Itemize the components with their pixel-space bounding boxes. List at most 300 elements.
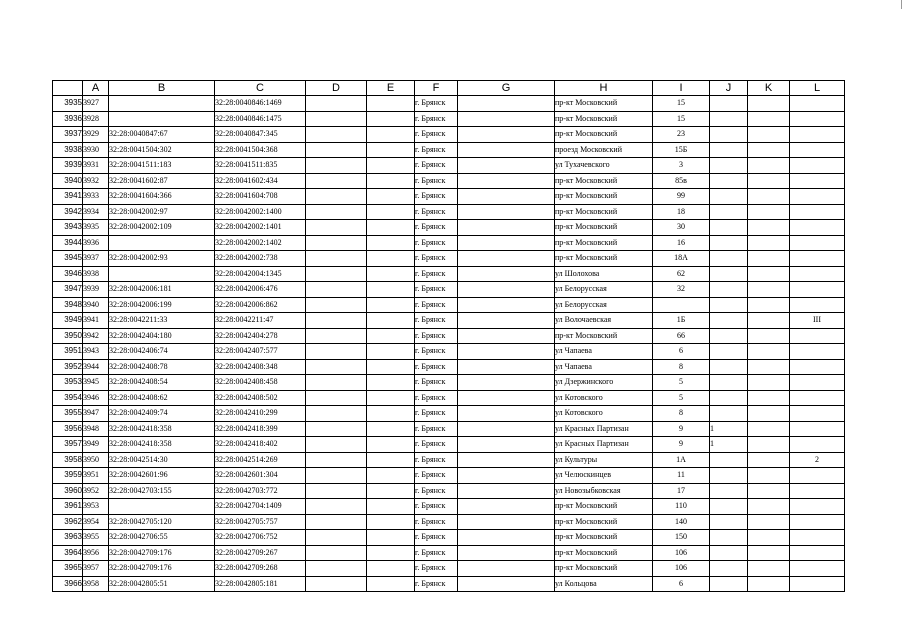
cell-k[interactable] bbox=[748, 468, 790, 484]
cell-k[interactable] bbox=[748, 251, 790, 267]
cell-f[interactable]: г. Брянск bbox=[415, 406, 458, 422]
cell-i[interactable]: 23 bbox=[653, 127, 710, 143]
cell-b[interactable]: 32:28:0042418:358 bbox=[109, 421, 215, 437]
cell-h[interactable]: пр-кт Московский bbox=[555, 220, 653, 236]
cell-c[interactable]: 32:28:0042002:1401 bbox=[215, 220, 306, 236]
row-number[interactable]: 3949 bbox=[53, 313, 83, 329]
cell-i[interactable]: 106 bbox=[653, 545, 710, 561]
cell-k[interactable] bbox=[748, 390, 790, 406]
cell-b[interactable]: 32:28:0042709:176 bbox=[109, 561, 215, 577]
cell-c[interactable]: 32:28:0041602:434 bbox=[215, 173, 306, 189]
cell-l[interactable] bbox=[790, 545, 845, 561]
cell-j[interactable] bbox=[710, 282, 748, 298]
cell-a[interactable]: 3954 bbox=[83, 514, 109, 530]
cell-d[interactable] bbox=[306, 189, 367, 205]
cell-c[interactable]: 32:28:0042703:772 bbox=[215, 483, 306, 499]
cell-j[interactable] bbox=[710, 483, 748, 499]
cell-b[interactable]: 32:28:0042006:199 bbox=[109, 297, 215, 313]
cell-g[interactable] bbox=[458, 313, 555, 329]
cell-e[interactable] bbox=[367, 499, 415, 515]
cell-e[interactable] bbox=[367, 561, 415, 577]
cell-k[interactable] bbox=[748, 514, 790, 530]
cell-j[interactable] bbox=[710, 142, 748, 158]
cell-k[interactable] bbox=[748, 421, 790, 437]
cell-d[interactable] bbox=[306, 468, 367, 484]
cell-a[interactable]: 3950 bbox=[83, 452, 109, 468]
cell-a[interactable]: 3948 bbox=[83, 421, 109, 437]
row-number[interactable]: 3951 bbox=[53, 344, 83, 360]
cell-k[interactable] bbox=[748, 359, 790, 375]
row-number[interactable]: 3953 bbox=[53, 375, 83, 391]
column-header-j[interactable]: J bbox=[710, 81, 748, 96]
cell-k[interactable] bbox=[748, 561, 790, 577]
cell-f[interactable]: г. Брянск bbox=[415, 452, 458, 468]
cell-l[interactable] bbox=[790, 499, 845, 515]
row-number[interactable]: 3958 bbox=[53, 452, 83, 468]
cell-c[interactable]: 32:28:0040846:1469 bbox=[215, 96, 306, 112]
cell-a[interactable]: 3940 bbox=[83, 297, 109, 313]
cell-j[interactable] bbox=[710, 220, 748, 236]
cell-a[interactable]: 3935 bbox=[83, 220, 109, 236]
cell-c[interactable]: 32:28:0042706:752 bbox=[215, 530, 306, 546]
cell-g[interactable] bbox=[458, 111, 555, 127]
cell-f[interactable]: г. Брянск bbox=[415, 96, 458, 112]
cell-j[interactable] bbox=[710, 266, 748, 282]
row-number[interactable]: 3940 bbox=[53, 173, 83, 189]
cell-b[interactable]: 32:28:0041604:366 bbox=[109, 189, 215, 205]
row-number[interactable]: 3943 bbox=[53, 220, 83, 236]
cell-l[interactable] bbox=[790, 127, 845, 143]
cell-d[interactable] bbox=[306, 251, 367, 267]
cell-b[interactable]: 32:28:0041511:183 bbox=[109, 158, 215, 174]
cell-i[interactable] bbox=[653, 297, 710, 313]
cell-g[interactable] bbox=[458, 576, 555, 592]
cell-c[interactable]: 32:28:0040847:345 bbox=[215, 127, 306, 143]
cell-l[interactable] bbox=[790, 173, 845, 189]
cell-g[interactable] bbox=[458, 297, 555, 313]
cell-e[interactable] bbox=[367, 158, 415, 174]
cell-i[interactable]: 1А bbox=[653, 452, 710, 468]
cell-l[interactable] bbox=[790, 189, 845, 205]
cell-k[interactable] bbox=[748, 313, 790, 329]
cell-j[interactable]: 1 bbox=[710, 421, 748, 437]
cell-d[interactable] bbox=[306, 220, 367, 236]
cell-f[interactable]: г. Брянск bbox=[415, 266, 458, 282]
cell-e[interactable] bbox=[367, 359, 415, 375]
cell-h[interactable]: ул Красных Партизан bbox=[555, 421, 653, 437]
cell-l[interactable] bbox=[790, 328, 845, 344]
cell-c[interactable]: 32:28:0040846:1475 bbox=[215, 111, 306, 127]
row-number[interactable]: 3959 bbox=[53, 468, 83, 484]
cell-j[interactable] bbox=[710, 545, 748, 561]
cell-f[interactable]: г. Брянск bbox=[415, 158, 458, 174]
cell-a[interactable]: 3956 bbox=[83, 545, 109, 561]
cell-f[interactable]: г. Брянск bbox=[415, 127, 458, 143]
cell-g[interactable] bbox=[458, 127, 555, 143]
cell-e[interactable] bbox=[367, 514, 415, 530]
cell-f[interactable]: г. Брянск bbox=[415, 468, 458, 484]
cell-l[interactable] bbox=[790, 437, 845, 453]
row-number[interactable]: 3952 bbox=[53, 359, 83, 375]
cell-h[interactable]: ул Котовского bbox=[555, 390, 653, 406]
cell-j[interactable] bbox=[710, 344, 748, 360]
cell-g[interactable] bbox=[458, 189, 555, 205]
cell-i[interactable]: 9 bbox=[653, 421, 710, 437]
cell-f[interactable]: г. Брянск bbox=[415, 359, 458, 375]
cell-j[interactable] bbox=[710, 158, 748, 174]
cell-f[interactable]: г. Брянск bbox=[415, 111, 458, 127]
cell-d[interactable] bbox=[306, 142, 367, 158]
cell-h[interactable]: ул Чапаева bbox=[555, 359, 653, 375]
cell-f[interactable]: г. Брянск bbox=[415, 282, 458, 298]
cell-e[interactable] bbox=[367, 96, 415, 112]
cell-d[interactable] bbox=[306, 390, 367, 406]
row-number[interactable]: 3936 bbox=[53, 111, 83, 127]
cell-f[interactable]: г. Брянск bbox=[415, 561, 458, 577]
cell-e[interactable] bbox=[367, 297, 415, 313]
cell-e[interactable] bbox=[367, 127, 415, 143]
cell-e[interactable] bbox=[367, 142, 415, 158]
cell-i[interactable]: 15 bbox=[653, 111, 710, 127]
cell-e[interactable] bbox=[367, 204, 415, 220]
cell-j[interactable] bbox=[710, 576, 748, 592]
cell-e[interactable] bbox=[367, 173, 415, 189]
cell-h[interactable]: пр-кт Московский bbox=[555, 514, 653, 530]
cell-b[interactable]: 32:28:0042002:109 bbox=[109, 220, 215, 236]
cell-b[interactable]: 32:28:0042706:55 bbox=[109, 530, 215, 546]
cell-k[interactable] bbox=[748, 406, 790, 422]
row-number[interactable]: 3956 bbox=[53, 421, 83, 437]
cell-c[interactable]: 32:28:0042211:47 bbox=[215, 313, 306, 329]
row-number[interactable]: 3954 bbox=[53, 390, 83, 406]
cell-b[interactable]: 32:28:0042002:97 bbox=[109, 204, 215, 220]
cell-c[interactable]: 32:28:0042006:862 bbox=[215, 297, 306, 313]
cell-j[interactable] bbox=[710, 313, 748, 329]
cell-j[interactable] bbox=[710, 204, 748, 220]
cell-c[interactable]: 32:28:0042408:502 bbox=[215, 390, 306, 406]
cell-h[interactable]: ул Шолохова bbox=[555, 266, 653, 282]
cell-g[interactable] bbox=[458, 514, 555, 530]
cell-d[interactable] bbox=[306, 375, 367, 391]
cell-l[interactable] bbox=[790, 390, 845, 406]
cell-g[interactable] bbox=[458, 561, 555, 577]
cell-l[interactable] bbox=[790, 576, 845, 592]
cell-k[interactable] bbox=[748, 189, 790, 205]
cell-d[interactable] bbox=[306, 499, 367, 515]
cell-d[interactable] bbox=[306, 530, 367, 546]
cell-f[interactable]: г. Брянск bbox=[415, 375, 458, 391]
cell-c[interactable]: 32:28:0042601:304 bbox=[215, 468, 306, 484]
cell-j[interactable] bbox=[710, 251, 748, 267]
cell-i[interactable]: 99 bbox=[653, 189, 710, 205]
cell-g[interactable] bbox=[458, 158, 555, 174]
row-number[interactable]: 3950 bbox=[53, 328, 83, 344]
cell-j[interactable] bbox=[710, 561, 748, 577]
cell-l[interactable] bbox=[790, 483, 845, 499]
cell-c[interactable]: 32:28:0042410:299 bbox=[215, 406, 306, 422]
cell-d[interactable] bbox=[306, 313, 367, 329]
cell-i[interactable]: 62 bbox=[653, 266, 710, 282]
cell-j[interactable] bbox=[710, 390, 748, 406]
cell-e[interactable] bbox=[367, 266, 415, 282]
row-number[interactable]: 3942 bbox=[53, 204, 83, 220]
cell-b[interactable]: 32:28:0042406:74 bbox=[109, 344, 215, 360]
row-number[interactable]: 3957 bbox=[53, 437, 83, 453]
cell-b[interactable]: 32:28:0042418:358 bbox=[109, 437, 215, 453]
cell-b[interactable]: 32:28:0042408:62 bbox=[109, 390, 215, 406]
cell-f[interactable]: г. Брянск bbox=[415, 204, 458, 220]
cell-k[interactable] bbox=[748, 173, 790, 189]
cell-h[interactable]: ул Новозыбковская bbox=[555, 483, 653, 499]
cell-l[interactable] bbox=[790, 220, 845, 236]
cell-a[interactable]: 3947 bbox=[83, 406, 109, 422]
cell-c[interactable]: 32:28:0042418:399 bbox=[215, 421, 306, 437]
cell-g[interactable] bbox=[458, 96, 555, 112]
cell-i[interactable]: 15Б bbox=[653, 142, 710, 158]
cell-f[interactable]: г. Брянск bbox=[415, 421, 458, 437]
cell-e[interactable] bbox=[367, 406, 415, 422]
cell-e[interactable] bbox=[367, 220, 415, 236]
cell-e[interactable] bbox=[367, 189, 415, 205]
cell-l[interactable] bbox=[790, 282, 845, 298]
cell-g[interactable] bbox=[458, 328, 555, 344]
cell-k[interactable] bbox=[748, 158, 790, 174]
cell-k[interactable] bbox=[748, 328, 790, 344]
cell-c[interactable]: 32:28:0042709:268 bbox=[215, 561, 306, 577]
cell-j[interactable] bbox=[710, 235, 748, 251]
cell-e[interactable] bbox=[367, 251, 415, 267]
cell-g[interactable] bbox=[458, 282, 555, 298]
cell-i[interactable]: 6 bbox=[653, 576, 710, 592]
cell-g[interactable] bbox=[458, 530, 555, 546]
row-number[interactable]: 3948 bbox=[53, 297, 83, 313]
column-header-e[interactable]: E bbox=[367, 81, 415, 96]
cell-e[interactable] bbox=[367, 111, 415, 127]
column-header-g[interactable]: G bbox=[458, 81, 555, 96]
row-number[interactable]: 3935 bbox=[53, 96, 83, 112]
cell-k[interactable] bbox=[748, 96, 790, 112]
cell-l[interactable]: 2 bbox=[790, 452, 845, 468]
cell-i[interactable]: 15 bbox=[653, 96, 710, 112]
cell-h[interactable]: пр-кт Московский bbox=[555, 204, 653, 220]
cell-i[interactable]: 8 bbox=[653, 406, 710, 422]
cell-b[interactable]: 32:28:0042601:96 bbox=[109, 468, 215, 484]
cell-f[interactable]: г. Брянск bbox=[415, 545, 458, 561]
cell-d[interactable] bbox=[306, 421, 367, 437]
cell-b[interactable]: 32:28:0042514:30 bbox=[109, 452, 215, 468]
cell-g[interactable] bbox=[458, 375, 555, 391]
cell-i[interactable]: 11 bbox=[653, 468, 710, 484]
cell-e[interactable] bbox=[367, 437, 415, 453]
cell-d[interactable] bbox=[306, 96, 367, 112]
column-header-k[interactable]: K bbox=[748, 81, 790, 96]
cell-c[interactable]: 32:28:0042002:1402 bbox=[215, 235, 306, 251]
cell-i[interactable]: 3 bbox=[653, 158, 710, 174]
cell-g[interactable] bbox=[458, 499, 555, 515]
cell-a[interactable]: 3951 bbox=[83, 468, 109, 484]
cell-c[interactable]: 32:28:0041504:368 bbox=[215, 142, 306, 158]
cell-f[interactable]: г. Брянск bbox=[415, 344, 458, 360]
cell-c[interactable]: 32:28:0042407:577 bbox=[215, 344, 306, 360]
cell-i[interactable]: 106 bbox=[653, 561, 710, 577]
cell-h[interactable]: ул Красных Партизан bbox=[555, 437, 653, 453]
cell-a[interactable]: 3937 bbox=[83, 251, 109, 267]
cell-a[interactable]: 3938 bbox=[83, 266, 109, 282]
row-number[interactable]: 3955 bbox=[53, 406, 83, 422]
cell-k[interactable] bbox=[748, 452, 790, 468]
cell-a[interactable]: 3957 bbox=[83, 561, 109, 577]
cell-b[interactable] bbox=[109, 111, 215, 127]
cell-i[interactable]: 18 bbox=[653, 204, 710, 220]
cell-j[interactable] bbox=[710, 514, 748, 530]
cell-k[interactable] bbox=[748, 127, 790, 143]
cell-h[interactable]: пр-кт Московский bbox=[555, 235, 653, 251]
cell-d[interactable] bbox=[306, 282, 367, 298]
cell-j[interactable] bbox=[710, 173, 748, 189]
cell-h[interactable]: пр-кт Московский bbox=[555, 499, 653, 515]
cell-d[interactable] bbox=[306, 204, 367, 220]
cell-b[interactable] bbox=[109, 266, 215, 282]
cell-c[interactable]: 32:28:0042805:181 bbox=[215, 576, 306, 592]
row-number[interactable]: 3945 bbox=[53, 251, 83, 267]
cell-d[interactable] bbox=[306, 576, 367, 592]
cell-i[interactable]: 110 bbox=[653, 499, 710, 515]
row-number[interactable]: 3946 bbox=[53, 266, 83, 282]
cell-f[interactable]: г. Брянск bbox=[415, 173, 458, 189]
cell-b[interactable]: 32:28:0042409:74 bbox=[109, 406, 215, 422]
cell-d[interactable] bbox=[306, 127, 367, 143]
cell-b[interactable] bbox=[109, 235, 215, 251]
cell-d[interactable] bbox=[306, 406, 367, 422]
cell-i[interactable]: 9 bbox=[653, 437, 710, 453]
cell-f[interactable]: г. Брянск bbox=[415, 142, 458, 158]
cell-h[interactable]: ул Челюскинцев bbox=[555, 468, 653, 484]
cell-l[interactable] bbox=[790, 375, 845, 391]
cell-d[interactable] bbox=[306, 545, 367, 561]
cell-l[interactable] bbox=[790, 530, 845, 546]
cell-l[interactable] bbox=[790, 251, 845, 267]
cell-c[interactable]: 32:28:0042404:278 bbox=[215, 328, 306, 344]
cell-h[interactable]: пр-кт Московский bbox=[555, 530, 653, 546]
cell-d[interactable] bbox=[306, 266, 367, 282]
row-number[interactable]: 3964 bbox=[53, 545, 83, 561]
cell-e[interactable] bbox=[367, 328, 415, 344]
cell-c[interactable]: 32:28:0042704:1409 bbox=[215, 499, 306, 515]
cell-a[interactable]: 3931 bbox=[83, 158, 109, 174]
cell-f[interactable]: г. Брянск bbox=[415, 499, 458, 515]
cell-k[interactable] bbox=[748, 499, 790, 515]
cell-a[interactable]: 3928 bbox=[83, 111, 109, 127]
cell-j[interactable] bbox=[710, 111, 748, 127]
cell-e[interactable] bbox=[367, 530, 415, 546]
cell-f[interactable]: г. Брянск bbox=[415, 235, 458, 251]
cell-d[interactable] bbox=[306, 111, 367, 127]
cell-f[interactable]: г. Брянск bbox=[415, 189, 458, 205]
cell-i[interactable]: 17 bbox=[653, 483, 710, 499]
cell-j[interactable] bbox=[710, 468, 748, 484]
cell-k[interactable] bbox=[748, 204, 790, 220]
cell-f[interactable]: г. Брянск bbox=[415, 390, 458, 406]
cell-g[interactable] bbox=[458, 437, 555, 453]
column-header-i[interactable]: I bbox=[653, 81, 710, 96]
cell-k[interactable] bbox=[748, 282, 790, 298]
cell-e[interactable] bbox=[367, 468, 415, 484]
column-header-c[interactable]: C bbox=[215, 81, 306, 96]
cell-i[interactable]: 150 bbox=[653, 530, 710, 546]
cell-d[interactable] bbox=[306, 235, 367, 251]
cell-b[interactable]: 32:28:0042805:51 bbox=[109, 576, 215, 592]
cell-a[interactable]: 3936 bbox=[83, 235, 109, 251]
cell-a[interactable]: 3944 bbox=[83, 359, 109, 375]
cell-h[interactable]: ул Волочаевская bbox=[555, 313, 653, 329]
cell-e[interactable] bbox=[367, 282, 415, 298]
cell-g[interactable] bbox=[458, 468, 555, 484]
cell-k[interactable] bbox=[748, 344, 790, 360]
cell-a[interactable]: 3939 bbox=[83, 282, 109, 298]
cell-l[interactable] bbox=[790, 158, 845, 174]
cell-i[interactable]: 66 bbox=[653, 328, 710, 344]
cell-l[interactable] bbox=[790, 235, 845, 251]
row-number[interactable]: 3961 bbox=[53, 499, 83, 515]
cell-k[interactable] bbox=[748, 530, 790, 546]
cell-b[interactable]: 32:28:0042709:176 bbox=[109, 545, 215, 561]
column-header-d[interactable]: D bbox=[306, 81, 367, 96]
cell-f[interactable]: г. Брянск bbox=[415, 313, 458, 329]
cell-b[interactable]: 32:28:0042002:93 bbox=[109, 251, 215, 267]
cell-d[interactable] bbox=[306, 483, 367, 499]
cell-a[interactable]: 3953 bbox=[83, 499, 109, 515]
cell-l[interactable] bbox=[790, 561, 845, 577]
cell-b[interactable]: 32:28:0042006:181 bbox=[109, 282, 215, 298]
cell-h[interactable]: пр-кт Московский bbox=[555, 251, 653, 267]
cell-l[interactable] bbox=[790, 142, 845, 158]
cell-a[interactable]: 3958 bbox=[83, 576, 109, 592]
cell-g[interactable] bbox=[458, 406, 555, 422]
cell-l[interactable] bbox=[790, 359, 845, 375]
cell-l[interactable]: III bbox=[790, 313, 845, 329]
cell-h[interactable]: ул Белорусская bbox=[555, 282, 653, 298]
row-number[interactable]: 3963 bbox=[53, 530, 83, 546]
cell-c[interactable]: 32:28:0042004:1345 bbox=[215, 266, 306, 282]
row-number[interactable]: 3960 bbox=[53, 483, 83, 499]
cell-l[interactable] bbox=[790, 421, 845, 437]
cell-h[interactable]: пр-кт Московский bbox=[555, 173, 653, 189]
cell-j[interactable] bbox=[710, 328, 748, 344]
corner-cell[interactable] bbox=[53, 81, 83, 96]
cell-g[interactable] bbox=[458, 545, 555, 561]
cell-h[interactable]: пр-кт Московский bbox=[555, 189, 653, 205]
row-number[interactable]: 3941 bbox=[53, 189, 83, 205]
cell-k[interactable] bbox=[748, 545, 790, 561]
column-header-l[interactable]: L bbox=[790, 81, 845, 96]
cell-g[interactable] bbox=[458, 142, 555, 158]
cell-g[interactable] bbox=[458, 344, 555, 360]
cell-a[interactable]: 3942 bbox=[83, 328, 109, 344]
cell-h[interactable]: пр-кт Московский bbox=[555, 96, 653, 112]
cell-h[interactable]: ул Чапаева bbox=[555, 344, 653, 360]
cell-d[interactable] bbox=[306, 173, 367, 189]
row-number[interactable]: 3965 bbox=[53, 561, 83, 577]
cell-i[interactable]: 18А bbox=[653, 251, 710, 267]
cell-d[interactable] bbox=[306, 437, 367, 453]
cell-g[interactable] bbox=[458, 359, 555, 375]
cell-a[interactable]: 3930 bbox=[83, 142, 109, 158]
cell-g[interactable] bbox=[458, 173, 555, 189]
cell-h[interactable]: ул Кольцова bbox=[555, 576, 653, 592]
cell-c[interactable]: 32:28:0042418:402 bbox=[215, 437, 306, 453]
cell-b[interactable]: 32:28:0042404:180 bbox=[109, 328, 215, 344]
cell-b[interactable]: 32:28:0042408:78 bbox=[109, 359, 215, 375]
